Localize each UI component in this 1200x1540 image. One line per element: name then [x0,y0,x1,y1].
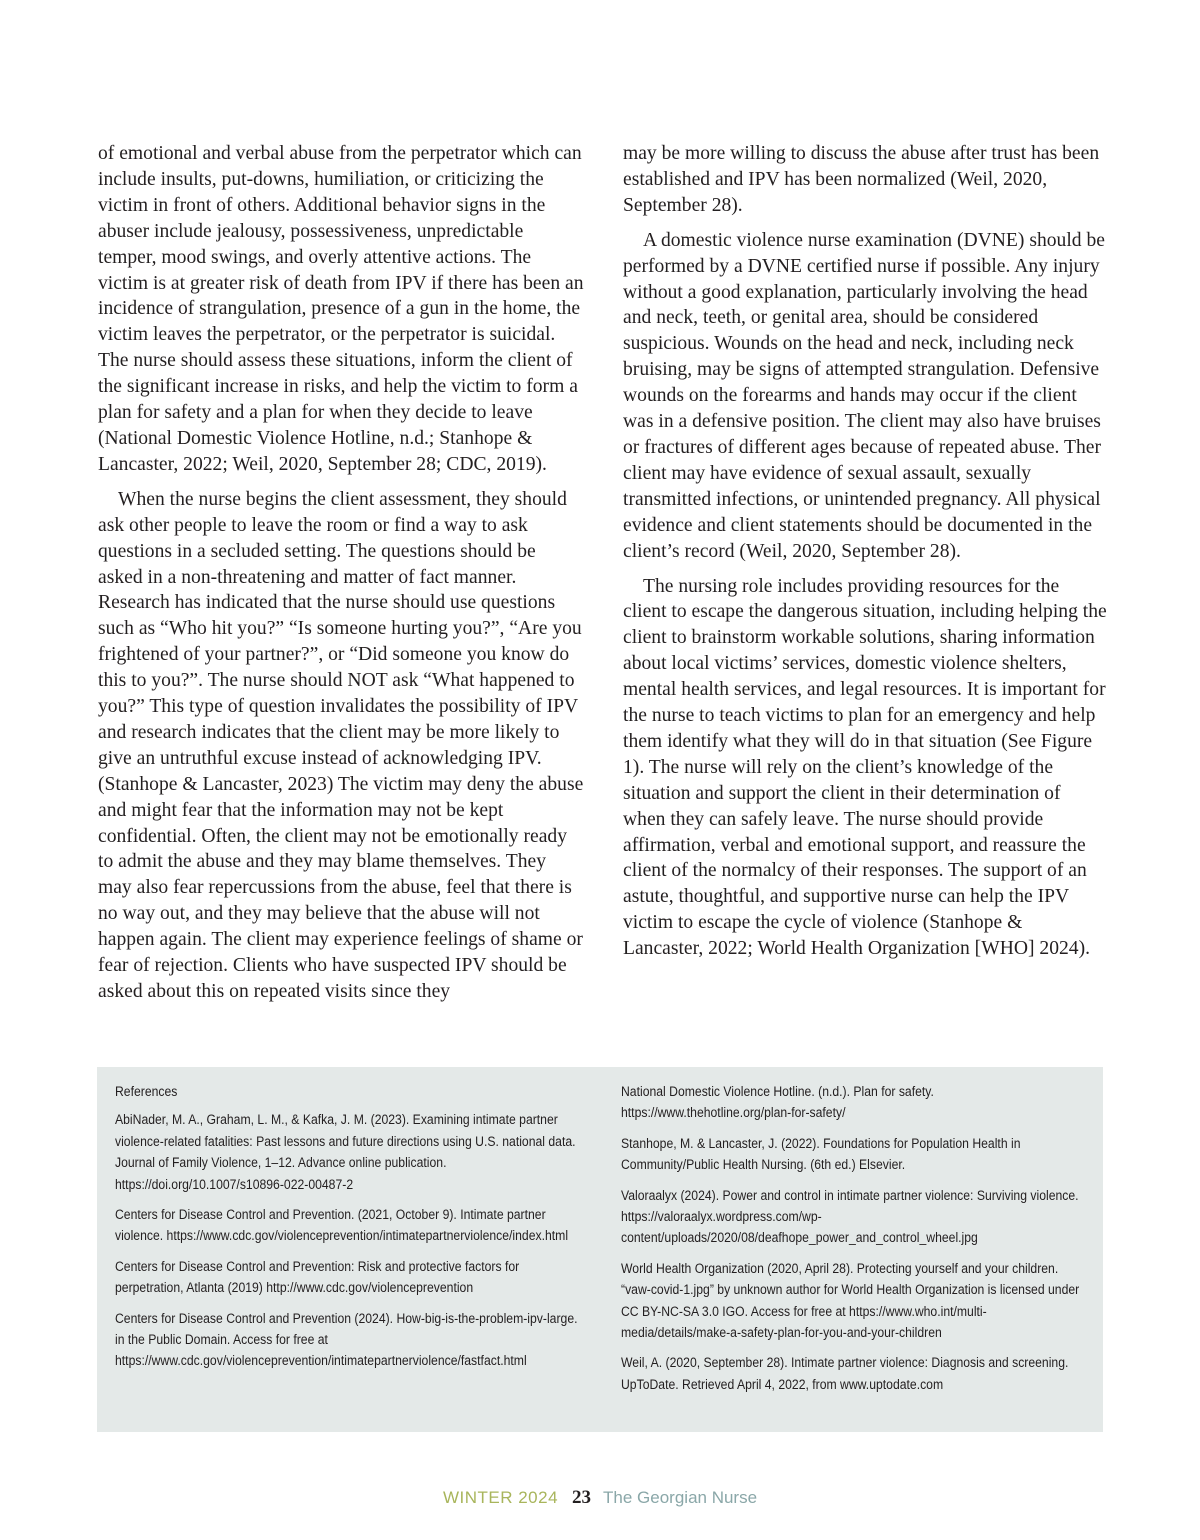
reference-item: Stanhope, M. & Lancaster, J. (2022). Foundations for Population Health in Community/Public Health Nursing. (6th ed.) Elsevier. [621,1135,1021,1174]
body-paragraph: The nursing role includes providing resources for the client to escape the dangerous situation, including helping the client to brainstorm workable solutions, sharing information about local victims’ services, domestic violence shelters, mental health services, and legal resources. It is important for the nurse to teach victims to plan for an emergency and help them identify what they will do in that situation (See Figure 1). The nurse will rely on the client’s knowledge of the situation and support the client in their determination of when they can safely leave. The nurse should provide affirmation, verbal and emotional support, and reassure the client of the normalcy of their responses. The support of an astute, thoughtful, and supportive nurse can help the IPV victim to escape the cycle of violence (Stanhope & Lancaster, 2022; World Health Organization [WHO] 2024). [623,575,1107,960]
reference-item: World Health Organization (2020, April 28). Protecting yourself and your children. “vaw-covid-1.jpg” by unknown author for World Health Organization is licensed under CC BY-NC-SA 3.0 IGO. Access for free at https://www.who.int/multi-media/details/make-a-safety-plan-for-you-and-your-children [621,1260,1080,1342]
reference-item: Centers for Disease Control and Prevention (2024). How-big-is-the-problem-ipv-large. in the Public Domain. Access for free at https://www.cdc.gov/violenceprevention/intimatepartnerviolence/fastfact.html [115,1310,578,1370]
page-number: 23 [572,1487,592,1508]
body-paragraph: When the nurse begins the client assessment, they should ask other people to leave the room or find a way to ask questions in a secluded setting. The questions should be asked in a non-threatening and matter of fact manner. Research has indicated that the nurse should use questions such as “Who hit you?” “Is someone hurting you?”, “Are you frightened of your partner?”, or “Did someone you know do this to you?”. The nurse should NOT ask “What happened to you?” This type of question invalidates the possibility of IPV and research indicates that the client may be more likely to give an untruthful excuse instead of acknowledging IPV. (Stanhope & Lancaster, 2023) The victim may deny the abuse and might fear that the information may not be kept confidential. Often, the client may not be emotionally ready to admit the abuse and they may blame themselves. They may also fear repercussions from the abuse, feel that there is no way out, and they may believe that the abuse will not happen again. The client may experience feelings of shame or fear of rejection. Clients who have suspected IPV should be asked about this on repeated visits since they [98,488,584,1002]
references-column-left [115,1082,583,1382]
body-paragraph: of emotional and verbal abuse from the perpetrator which can include insults, put-downs, humiliation, or criticizing the victim in front of others. Additional behavior signs in the abuser include jealousy, possessiveness, unpredictable temper, mood swings, and overly attentive actions. The victim is at greater risk of death from IPV if there has been an incidence of strangulation, presence of a gun in the home, the victim leaves the perpetrator, or the perpetrator is suicidal. The nurse should assess these situations, inform the client of the significant increase in risks, and help the victim to form a plan for safety and a plan for when they decide to leave (National Domestic Violence Hotline, n.d.; Stanhope & Lancaster, 2022; Weil, 2020, September 28; CDC, 2019). [98,143,584,475]
reference-item: Valoraalyx (2024). Power and control in intimate partner violence: Surviving violence. https://valoraalyx.wordpress.com/wp-content/uploads/2020/08/deafhope_power_and_control_wheel.jpg [621,1187,1079,1247]
body-paragraph: may be more willing to discuss the abuse after trust has been established and IPV has been normalized (Weil, 2020, September 28). [623,143,1100,216]
page-footer [0,1487,1200,1509]
reference-item: Centers for Disease Control and Prevention. (2021, October 9). Intimate partner violence. https://www.cdc.gov/violenceprevention/intimatepartnerviolence/index.html [115,1207,569,1245]
body-paragraph: A domestic violence nurse examination (DVNE) should be performed by a DVNE certified nurse if possible. Any injury without a good explanation, particularly involving the head and neck, teeth, or genital area, should be considered suspicious. Wounds on the head and neck, including neck bruising, may be signs of attempted strangulation. Defensive wounds on the forearms and hands may occur if the client was in a defensive position. The client may also have bruises or fractures of different ages because of repeated abuse. Ther client may have evidence of sexual assault, sexually transmitted infections, or unintended pregnancy. All physical evidence and client statements should be documented in the client’s record (Weil, 2020, September 28). [623,229,1105,562]
reference-item: National Domestic Violence Hotline. (n.d.). Plan for safety. https://www.thehotline.org/plan-for-safety/ [621,1084,934,1122]
body-column-left [98,141,584,1014]
references-box [97,1067,1103,1432]
references-column-right [621,1082,1091,1405]
reference-item: AbiNader, M. A., Graham, L. M., & Kafka, J. M. (2023). Examining intimate partner violence-related fatalities: Past lessons and future directions using U.S. national data. Journal of Family Violence, 1–12. Advance online publication. https://doi.org/10.1007/s10896-022-00487-2 [115,1112,576,1193]
issue-season: WINTER 2024 [442,1488,559,1507]
body-column-right [623,141,1107,971]
magazine-title: The Georgian Nurse [603,1488,758,1507]
references-heading: References [115,1084,178,1100]
reference-item: Weil, A. (2020, September 28). Intimate partner violence: Diagnosis and screening. UpToDate. Retrieved April 4, 2022, from www.uptodate.com [621,1355,1069,1393]
reference-item: Centers for Disease Control and Prevention: Risk and protective factors for perpetration, Atlanta (2019) http://www.cdc.gov/violenceprevention [115,1258,520,1297]
